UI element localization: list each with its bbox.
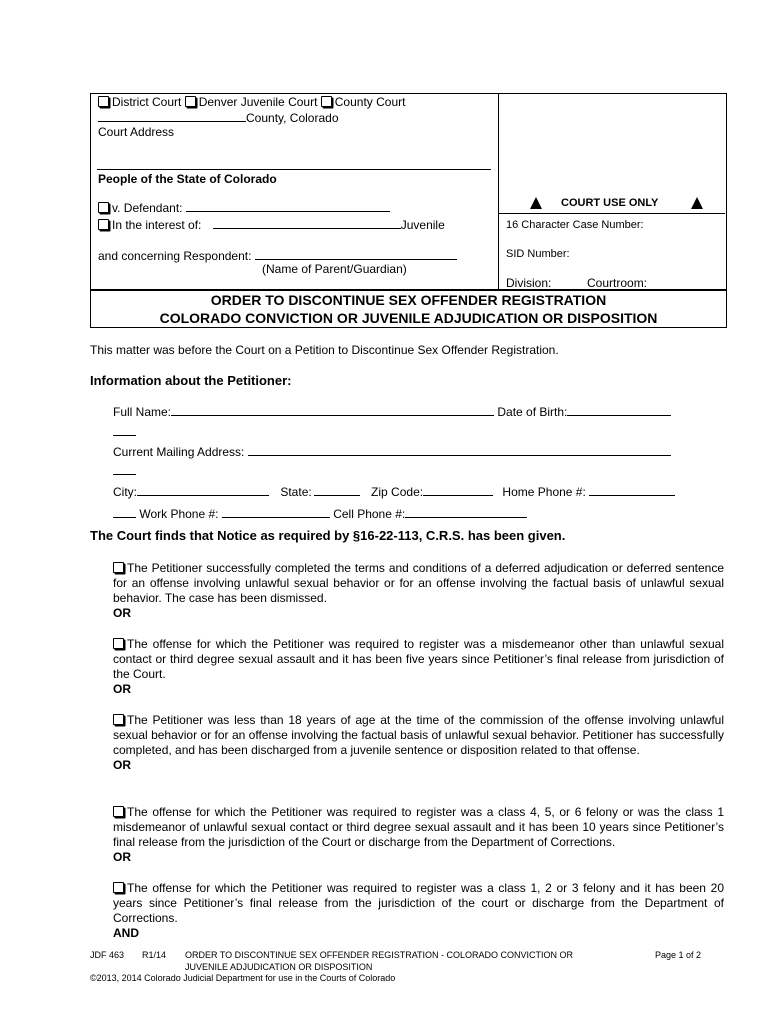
footer-page: Page 1 of 2 <box>655 950 702 960</box>
work-phone-field[interactable] <box>222 506 330 518</box>
courtroom-label: Courtroom: <box>587 276 648 290</box>
cell-phone-field[interactable] <box>405 506 527 518</box>
footer-title-2: JUVENILE ADJUDICATION OR DISPOSITION <box>185 962 373 972</box>
interest-field[interactable] <box>213 217 401 229</box>
district-court-checkbox[interactable] <box>98 96 109 107</box>
finding-3-text: The Petitioner was less than 18 years of age at the time of the commission of the offense involving unlawful sexual behavior or for an offense involving the factual basis of unlawful sexual behavior. Petitioner has successfully completed, and has been discharged from a juvenile sentence or disposition related to that offense. <box>113 713 724 757</box>
title-line-2: COLORADO CONVICTION OR JUVENILE ADJUDICATION OR DISPOSITION <box>159 310 658 326</box>
division-label: Division: <box>506 276 552 290</box>
footer-copyright: ©2013, 2014 Colorado Judicial Department for use in the Courts of Colorado <box>90 973 396 983</box>
sid-label: SID Number: <box>506 248 570 260</box>
findings-heading: The Court finds that Notice as required by §16-22-113, C.R.S. has been given. <box>90 528 566 543</box>
court-use-divider <box>498 213 725 214</box>
finding-1-checkbox[interactable] <box>113 562 124 573</box>
defendant-label: v. Defendant: <box>112 201 183 215</box>
respondent-row <box>98 248 457 263</box>
address-label: Current Mailing Address: <box>113 445 245 459</box>
state-field[interactable] <box>314 484 360 496</box>
full-name-field[interactable] <box>171 404 494 416</box>
finding-3-conj: OR <box>113 758 131 772</box>
respondent-field[interactable] <box>255 248 457 260</box>
cell-phone-label: Cell Phone #: <box>333 507 406 521</box>
county-field[interactable] <box>98 110 246 122</box>
finding-1 <box>113 561 724 621</box>
zip-field[interactable] <box>423 484 493 496</box>
intro-text: This matter was before the Court on a Petition to Discontinue Sex Offender Registration. <box>90 343 559 357</box>
address-divider <box>97 169 491 170</box>
county-court-checkbox[interactable] <box>321 96 332 107</box>
zip-label: Zip Code: <box>371 485 424 499</box>
finding-2-text: The offense for which the Petitioner was required to register was a misdemeanor other than unlawful sexual contact or third degree sexual assault and it has been five years since Petitioner’s final release from jurisdiction of the Court. <box>113 637 724 681</box>
county-suffix: County, Colorado <box>246 111 339 125</box>
city-label: City: <box>113 485 137 499</box>
up-triangle-icon <box>530 197 542 209</box>
finding-4 <box>113 805 724 865</box>
defendant-row <box>98 200 390 215</box>
juvenile-label: Juvenile <box>400 218 445 232</box>
denver-juvenile-checkbox[interactable] <box>185 96 196 107</box>
case-number-label: 16 Character Case Number: <box>506 219 644 231</box>
finding-5-text: The offense for which the Petitioner was required to register was a class 1, 2 or 3 felony and it has been 20 years since Petitioner’s final release from the jurisdiction of the court or discharge from the Department of Corrections. <box>113 881 724 925</box>
court-address-label: Court Address <box>98 125 175 139</box>
full-name-row <box>113 404 671 419</box>
county-line <box>98 110 339 125</box>
work-phone-label: Work Phone #: <box>139 507 219 521</box>
city-row <box>113 484 675 499</box>
finding-1-text: The Petitioner successfully completed the terms and conditions of a deferred adjudication or deferred sentence for an offense involving unlawful sexual behavior or for an offense involving the factual basis of unlawful sexual behavior. The case has been dismissed. <box>113 561 724 605</box>
petitioner-heading: Information about the Petitioner: <box>90 373 292 388</box>
home-phone-overflow-line[interactable] <box>113 506 136 518</box>
finding-1-conj: OR <box>113 606 131 620</box>
finding-3-checkbox[interactable] <box>113 714 124 725</box>
address-field[interactable] <box>248 444 671 456</box>
full-name-overflow-line[interactable] <box>113 424 136 436</box>
defendant-checkbox[interactable] <box>98 202 109 213</box>
finding-5 <box>113 881 724 941</box>
address-row <box>113 444 671 459</box>
people-label: People of the State of Colorado <box>98 172 277 186</box>
footer-revision: R1/14 <box>142 950 167 960</box>
parent-label: (Name of Parent/Guardian) <box>262 262 407 276</box>
state-label: State: <box>280 485 312 499</box>
address-overflow-line[interactable] <box>113 463 136 475</box>
dob-label: Date of Birth: <box>497 405 568 419</box>
up-triangle-icon <box>691 197 703 209</box>
district-court-label: District Court <box>112 95 182 109</box>
respondent-label: and concerning Respondent: <box>98 249 252 263</box>
finding-2-checkbox[interactable] <box>113 638 124 649</box>
finding-3 <box>113 713 724 773</box>
dob-field[interactable] <box>567 404 671 416</box>
footer-form-id: JDF 463 <box>90 950 125 960</box>
interest-row <box>98 217 445 232</box>
denver-juvenile-label: Denver Juvenile Court <box>198 95 318 109</box>
county-court-label: County Court <box>334 95 406 109</box>
defendant-field[interactable] <box>186 200 390 212</box>
full-name-label: Full Name: <box>113 405 172 419</box>
title-line-1: ORDER TO DISCONTINUE SEX OFFENDER REGISTRATION <box>210 292 607 308</box>
caption-divider <box>498 93 499 290</box>
interest-checkbox[interactable] <box>98 219 109 230</box>
court-use-only-label: COURT USE ONLY <box>561 197 659 209</box>
phone-row <box>113 506 527 521</box>
finding-2 <box>113 637 724 697</box>
finding-4-conj: OR <box>113 850 131 864</box>
home-phone-field[interactable] <box>589 484 675 496</box>
home-phone-label: Home Phone #: <box>502 485 586 499</box>
footer-title-1: ORDER TO DISCONTINUE SEX OFFENDER REGISTRATION - COLORADO CONVICTION OR <box>185 950 574 960</box>
finding-4-text: The offense for which the Petitioner was required to register was a class 4, 5, or 6 felony or was the class 1 misdemeanor of unlawful sexual contact or third degree sexual assault and it has been 10 years since Petitioner’s final release from the jurisdiction of the Court or discharge from the Department of Corrections. <box>113 805 724 849</box>
interest-label: In the interest of: <box>112 218 202 232</box>
finding-2-conj: OR <box>113 682 131 696</box>
city-field[interactable] <box>137 484 269 496</box>
court-options <box>98 95 405 109</box>
finding-4-checkbox[interactable] <box>113 806 124 817</box>
finding-5-checkbox[interactable] <box>113 882 124 893</box>
finding-5-conj: AND <box>113 926 139 940</box>
